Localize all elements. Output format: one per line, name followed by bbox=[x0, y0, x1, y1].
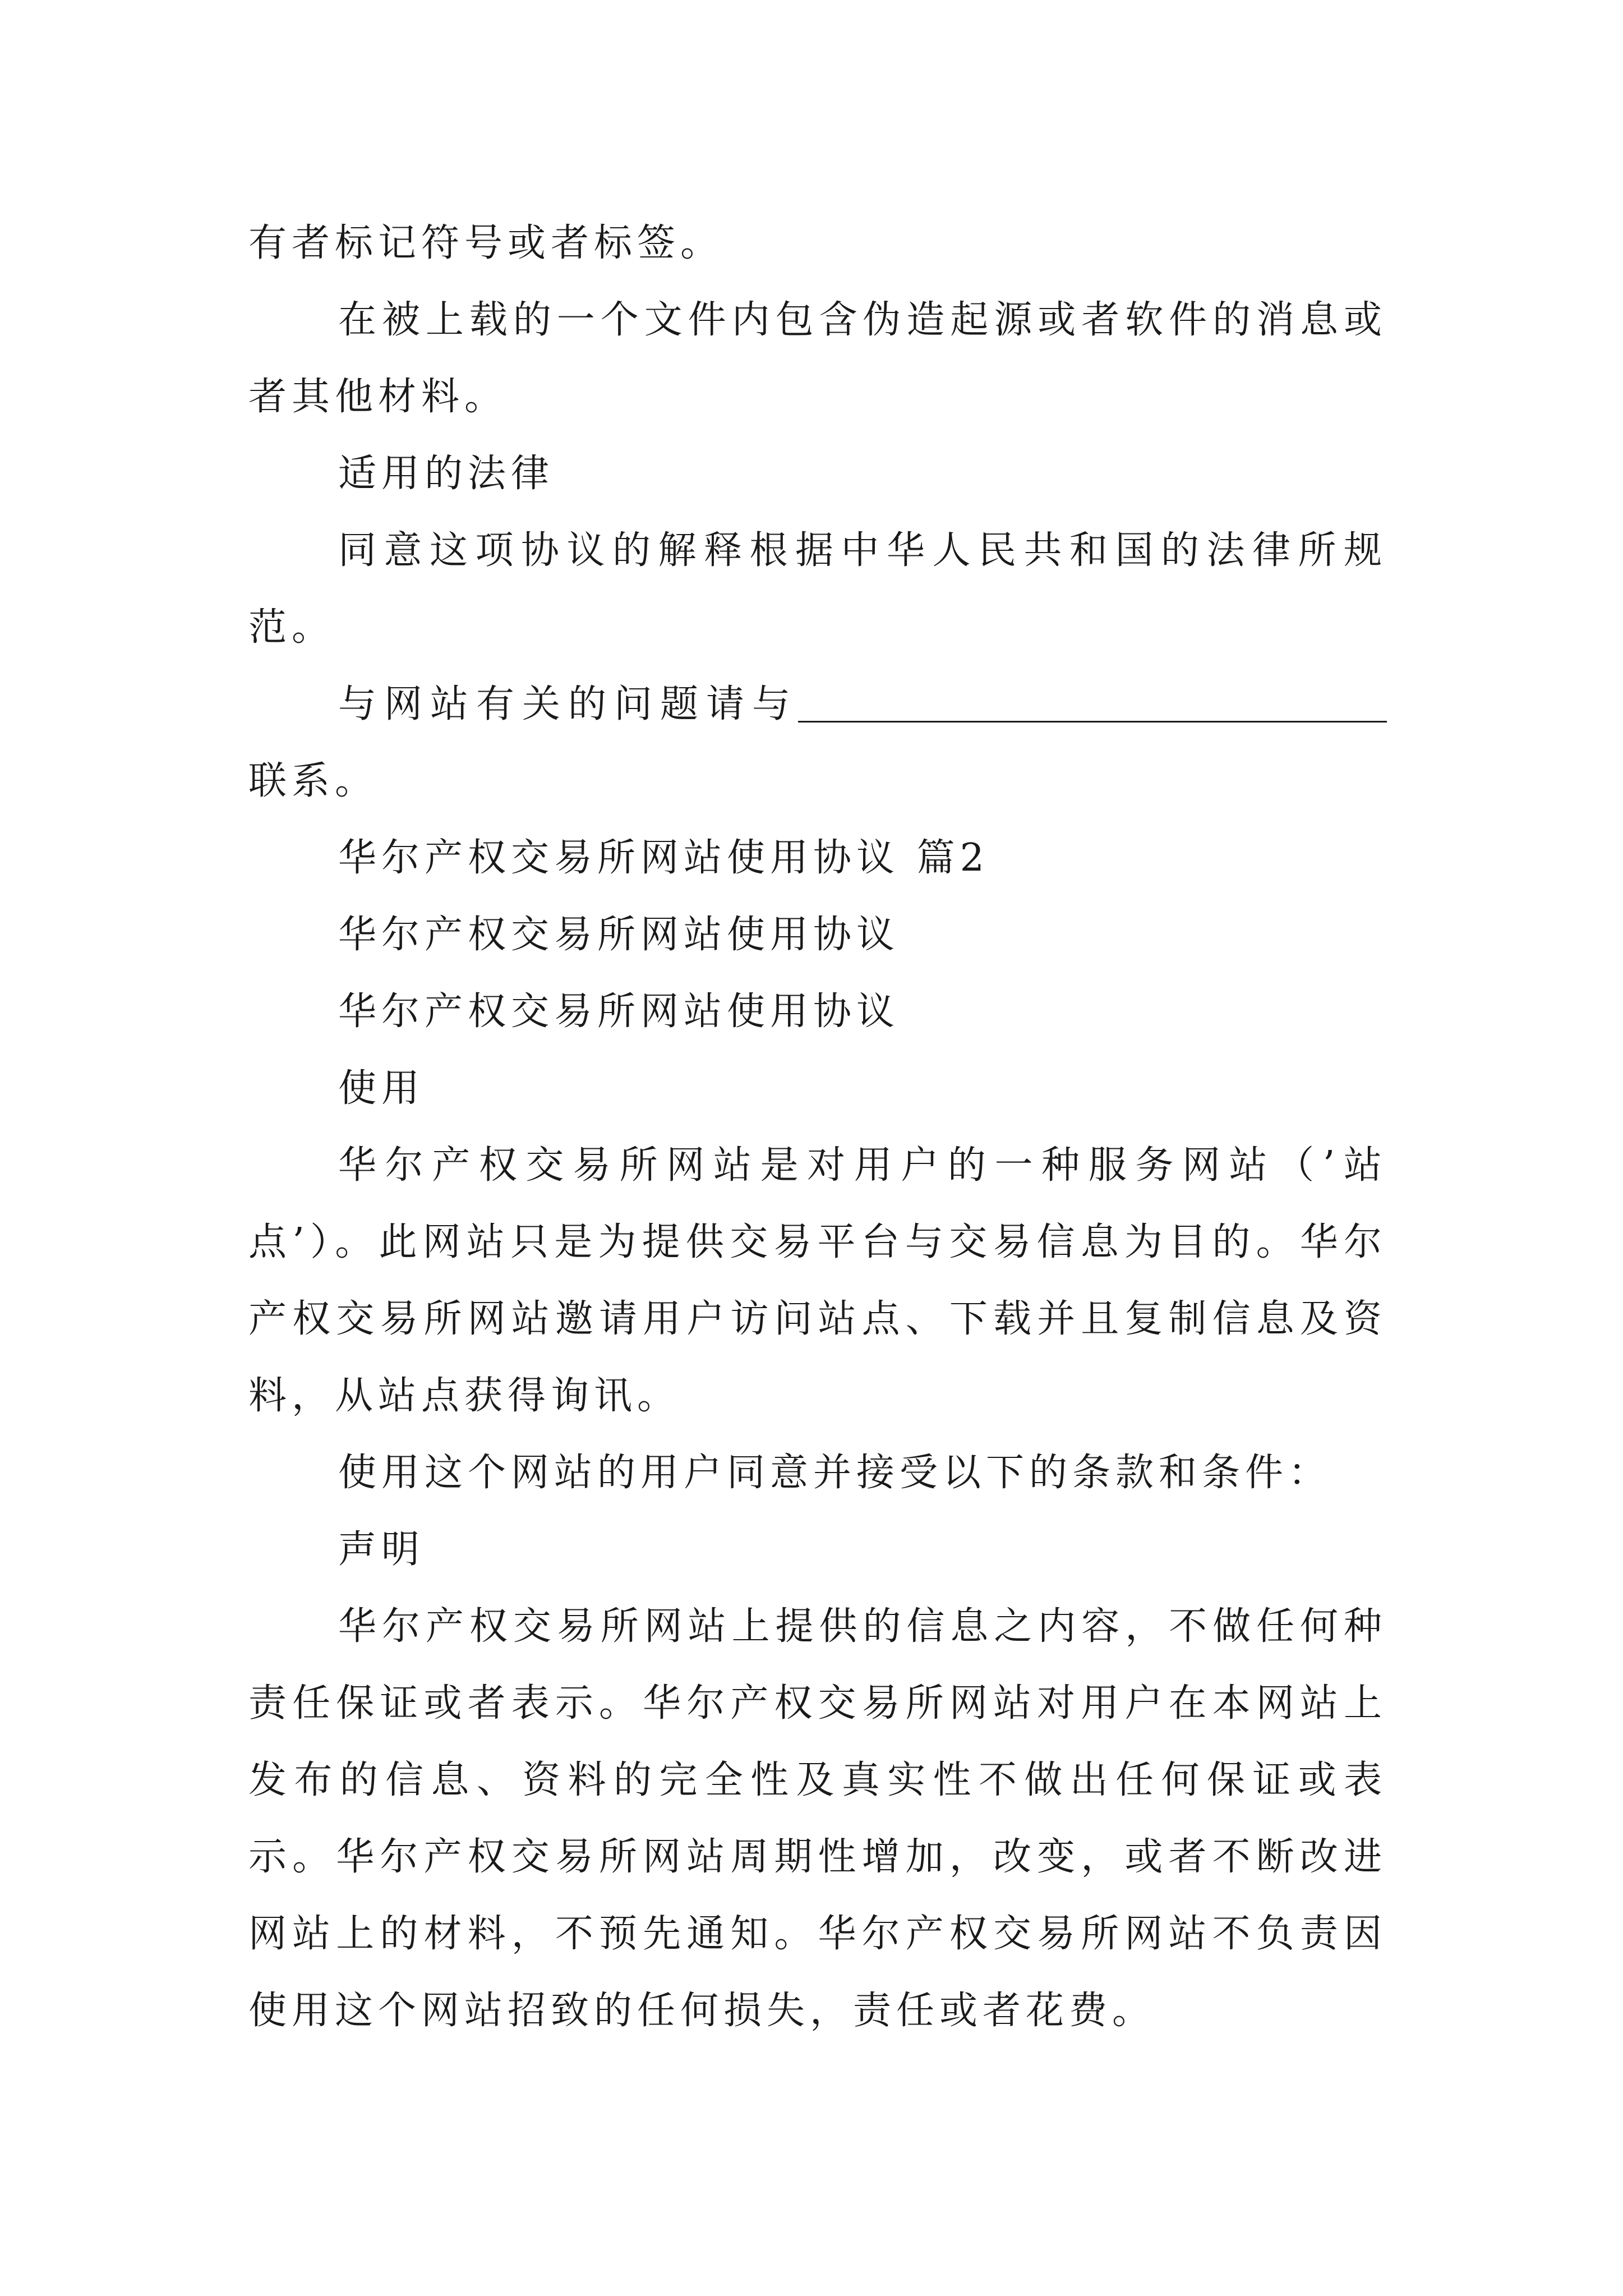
section-heading-applicable-law: 适用的法律 bbox=[338, 452, 555, 496]
paragraph-11: 使用这个网站的用户同意并接受以下的条款和条件： bbox=[338, 1451, 1332, 1495]
paragraph-13: 华尔产权交易所网站上提供的信息之内容，不做任何种责任保证或者表示。华尔产权交易所网站对用户在本网站上发布的信息、资料的完全性及真实性不做出任何保证或表示。华尔产权交易所网站周期性增加，改变，或者不断改进网站上的材料，不预先通知。华尔产权交易所网站不负责因使用这个网站招致的任何损失，责任或者花费。 bbox=[248, 1604, 1387, 2033]
paragraph-1: 有者标记符号或者标签。 bbox=[248, 221, 724, 265]
document-title-1: 华尔产权交易所网站使用协议 bbox=[338, 913, 900, 957]
paragraph-2: 在被上载的一个文件内包含伪造起源或者软件的消息或者其他材料。 bbox=[248, 298, 1387, 419]
paragraph-10: 华尔产权交易所网站是对用户的一种服务网站（’站点’）。此网站只是为提供交易平台与交易信息为目的。华尔产权交易所网站邀请用户访问站点、下载并且复制信息及资料，从站点获得询讯。 bbox=[248, 1143, 1387, 1418]
document-body bbox=[248, 205, 1387, 2049]
fill-in-blank-line bbox=[798, 683, 1387, 723]
paragraph-4: 同意这项协议的解释根据中华人民共和国的法律所规范。 bbox=[248, 528, 1387, 650]
paragraph-contact bbox=[248, 666, 1387, 820]
contact-text-before: 与网站有关的问题请与 bbox=[338, 682, 798, 726]
section-heading-part-2: 华尔产权交易所网站使用协议 篇2 bbox=[338, 836, 989, 880]
contact-text-after: 联系。 bbox=[248, 759, 379, 803]
document-title-2: 华尔产权交易所网站使用协议 bbox=[338, 990, 900, 1034]
section-heading-statement: 声明 bbox=[338, 1527, 425, 1572]
section-heading-use: 使用 bbox=[338, 1066, 425, 1111]
